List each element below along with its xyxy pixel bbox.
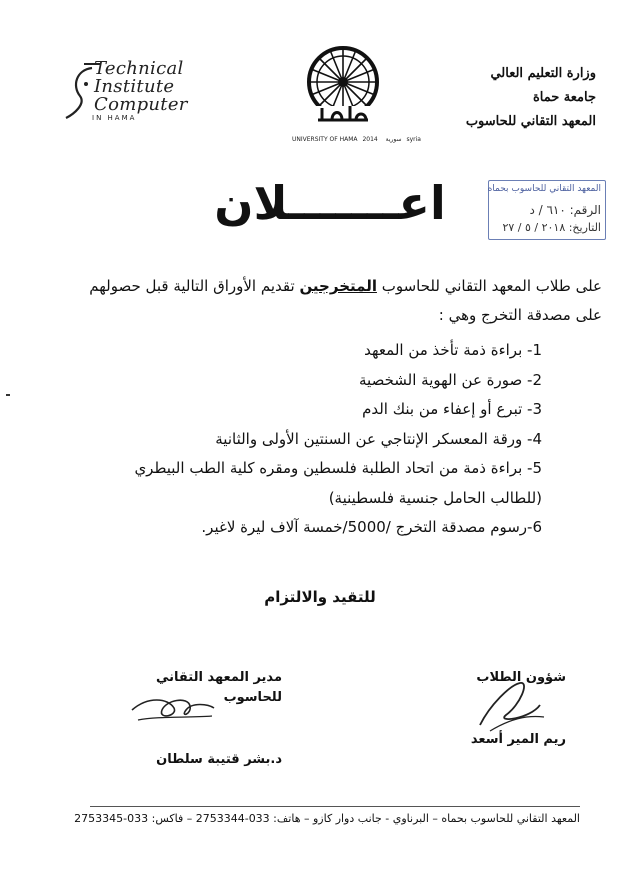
registration-stamp bbox=[488, 180, 606, 240]
seal-caption bbox=[292, 136, 421, 143]
seal-caption-year: 2014 bbox=[362, 136, 378, 143]
logo-word-institute: Institute bbox=[94, 76, 175, 97]
stamp-institute: المعهد التقاني للحاسوب بحماه bbox=[487, 184, 601, 194]
intro-highlight-graduates: المتخرجين bbox=[299, 277, 377, 295]
intro-part-2: تقديم الأوراق التالية قبل حصولهم bbox=[89, 277, 300, 295]
university-name: جامعة حماة bbox=[532, 90, 596, 105]
ministry-header bbox=[396, 62, 596, 134]
list-item: 1- براءة ذمة تأخذ من المعهد bbox=[364, 341, 542, 359]
list-item: (للطالب الحامل جنسية فلسطينية) bbox=[328, 488, 542, 507]
required-documents-list bbox=[72, 336, 542, 543]
stamp-date: التاريخ: ٢٠١٨ / ٥ / ٢٧ bbox=[502, 221, 601, 234]
stamp-number: الرقم: ٦١٠ / د bbox=[529, 203, 601, 217]
list-item: 5- براءة ذمة من اتحاد الطلبة فلسطين ومقره كلية الطب البيطري bbox=[134, 459, 542, 477]
technical-institute-logo bbox=[62, 58, 212, 128]
list-item: 4- ورقة المعسكر الإنتاجي عن السنتين الأولى والثانية bbox=[215, 429, 542, 448]
logo-subtitle: IN HAMA bbox=[92, 114, 137, 122]
signature-right-title: شؤون الطلاب bbox=[476, 670, 566, 685]
director-handwritten-signature-icon bbox=[128, 690, 218, 728]
ministry-name: وزارة التعليم العالي bbox=[490, 66, 596, 81]
signature-right-name: ريم المير أسعد bbox=[470, 732, 566, 747]
signature-left-name: د.بشر قتيبة سلطان bbox=[156, 752, 282, 767]
list-item: 3- تبرع أو إعفاء من بنك الدم bbox=[362, 400, 542, 418]
signature-left-title: مدير المعهد التقاني للحاسوب bbox=[156, 670, 282, 705]
list-item: 2- صورة عن الهوية الشخصية bbox=[359, 370, 542, 389]
seal-caption-syria: سورية bbox=[385, 136, 402, 143]
logo-word-computer: Computer bbox=[94, 94, 188, 115]
commitment-note: للتقيد والالتزام bbox=[264, 588, 376, 606]
seal-caption-syria-en: syria bbox=[406, 136, 421, 143]
footer-contact: المعهد التقاني للحاسوب بحماه – البرناوي - جانب دوار كازو – هاتف: 033-2753344 – فاكس: 033-2753345 bbox=[74, 812, 580, 825]
intro-line-2: على مصدقة التخرج وهي : bbox=[438, 306, 602, 324]
margin-mark bbox=[6, 394, 10, 396]
announcement-title: اعـــــــلان bbox=[214, 176, 446, 230]
intro-part-1: على طلاب المعهد التقاني للحاسوب bbox=[376, 277, 602, 295]
university-waterwheel-seal-icon bbox=[298, 40, 388, 150]
footer-divider bbox=[90, 806, 580, 807]
institute-name: المعهد التقاني للحاسوب bbox=[465, 114, 596, 129]
logo-word-technical: Technical bbox=[94, 58, 184, 79]
student-affairs-handwritten-signature-icon bbox=[470, 675, 550, 735]
seal-caption-english: UNIVERSITY OF HAMA bbox=[292, 136, 358, 143]
announcement-intro bbox=[42, 272, 602, 330]
intro-line-1 bbox=[42, 272, 602, 301]
list-item: 6-رسوم مصدقة التخرج /5000/خمسة آلاف ليرة لاغير. bbox=[201, 518, 542, 536]
